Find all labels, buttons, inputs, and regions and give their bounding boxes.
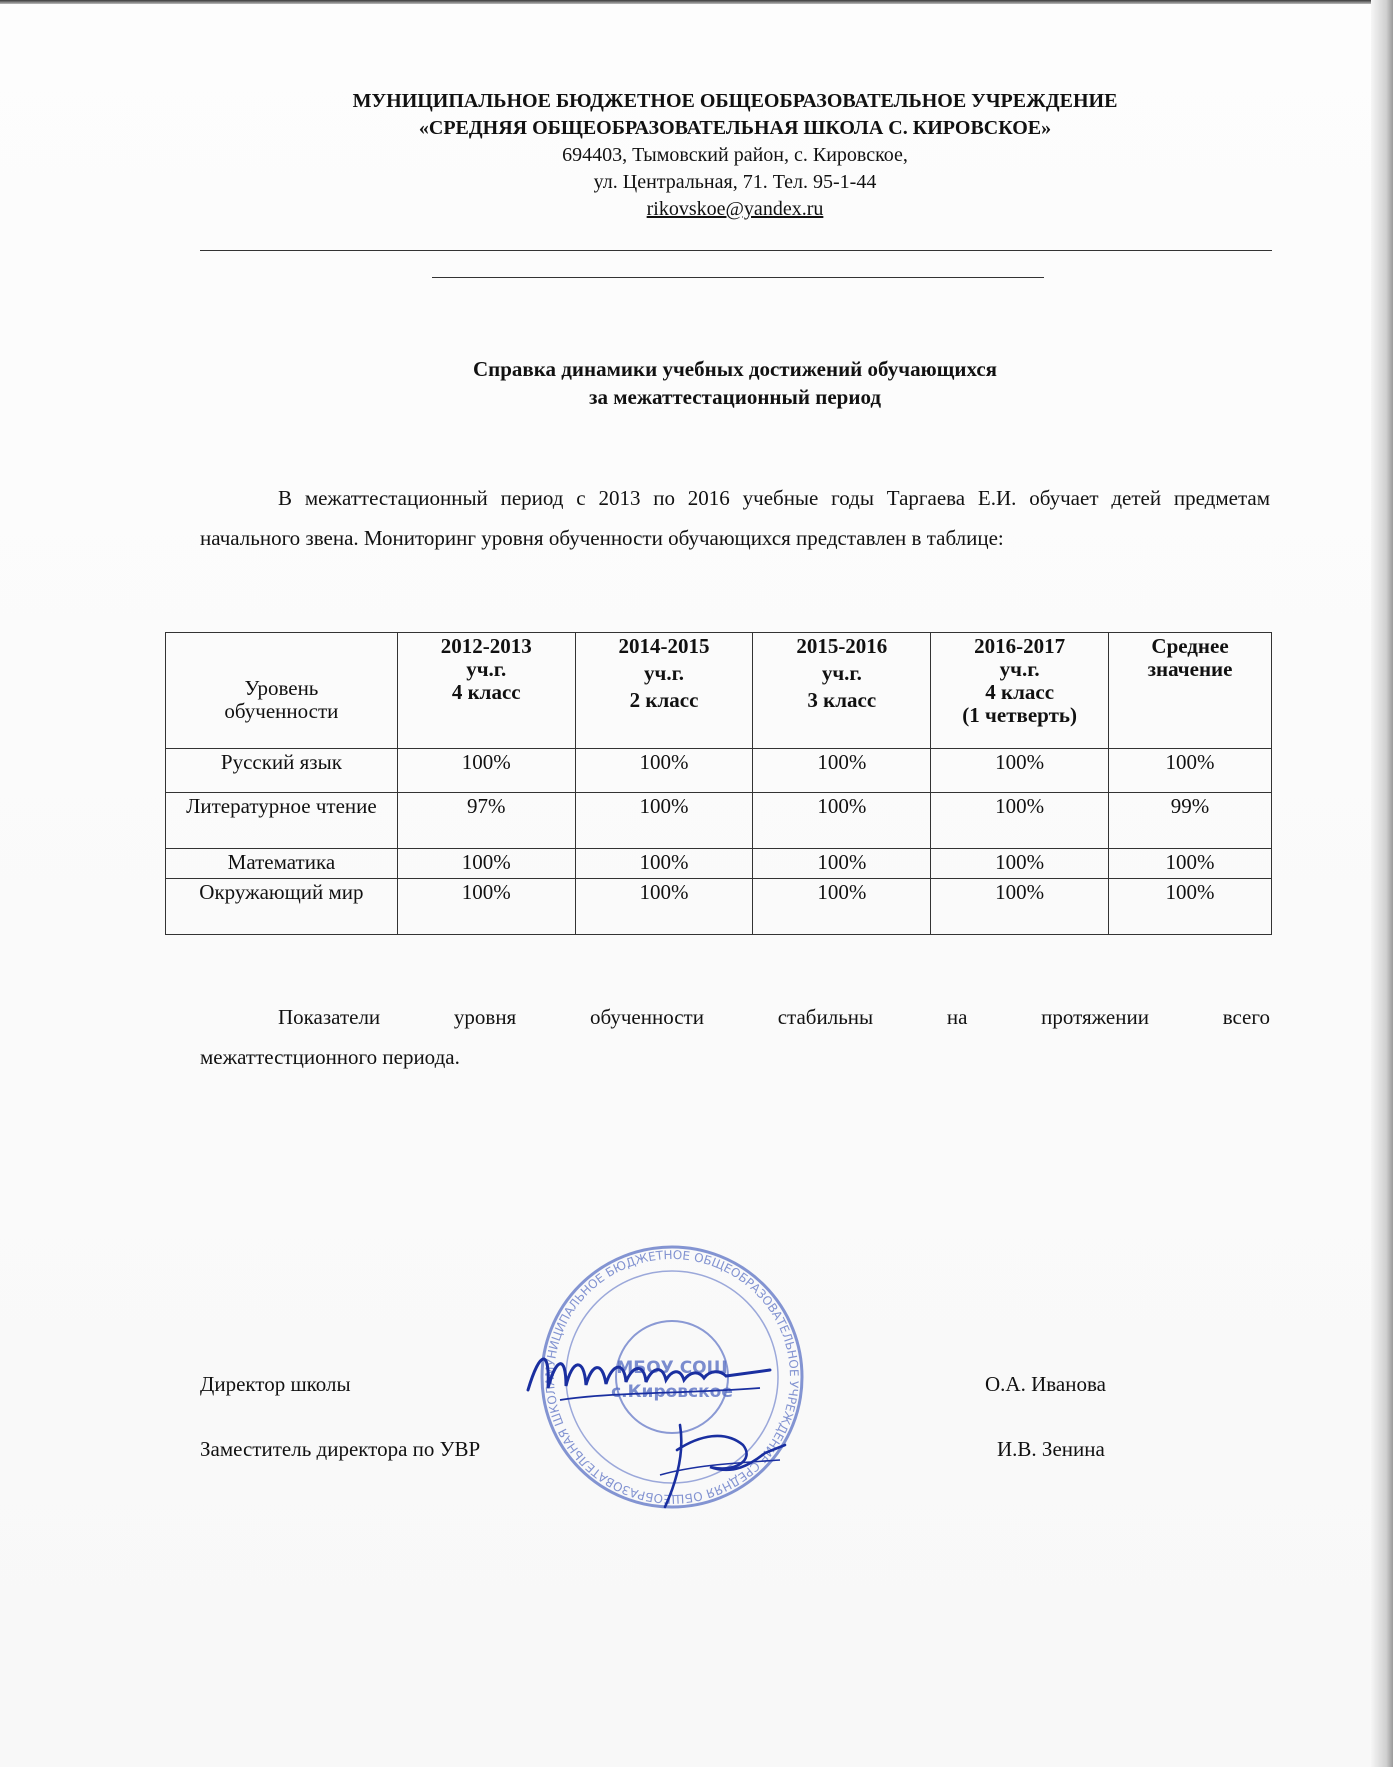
- value-cell: 100%: [931, 749, 1109, 793]
- header-2016-2017: 2016-2017 уч.г. 4 класс (1 четверть): [931, 633, 1109, 749]
- table-row: [166, 849, 1272, 879]
- value-cell: 100%: [931, 793, 1109, 849]
- conclusion-word: обученности: [589, 1005, 704, 1029]
- conclusion-paragraph: [200, 997, 1270, 1077]
- address-line1: 694403, Тымовский район, с. Кировское,: [562, 144, 908, 166]
- value-cell: 100%: [931, 879, 1109, 935]
- value-cell: 100%: [397, 849, 575, 879]
- director-signature: [520, 1330, 780, 1410]
- conclusion-word: протяжении: [1041, 1005, 1149, 1029]
- conclusion-word: на: [946, 1005, 968, 1029]
- org-name-line2: «СРЕДНЯЯ ОБЩЕОБРАЗОВАТЕЛЬНАЯ ШКОЛА С. КИРОВСКОЕ»: [418, 117, 1052, 139]
- document-title: [200, 355, 1270, 411]
- value-cell: 100%: [575, 793, 753, 849]
- value-cell: 100%: [931, 849, 1109, 879]
- value-cell: 100%: [753, 793, 931, 849]
- title-line2: за межаттестационный период: [589, 385, 881, 409]
- title-line1: Справка динамики учебных достижений обучающихся: [472, 357, 998, 381]
- deputy-signature: [655, 1415, 795, 1515]
- header-2014-2015: 2014-2015 уч.г. 2 класс: [575, 633, 753, 749]
- intro-text: В межаттестационный период с 2013 по 2016 учебные годы Таргаева Е.И. обучает детей предметам начального звена. Мониторинг уровня обученности обучающихся представлен в таблице:: [200, 486, 1270, 550]
- table-row: [166, 793, 1272, 849]
- conclusion-word: всего: [1222, 1005, 1270, 1029]
- value-cell: 100%: [397, 879, 575, 935]
- email-link[interactable]: rikovskoe@yandex.ru: [646, 198, 824, 220]
- scan-right-edge: [1371, 0, 1393, 1767]
- table-header-row: [166, 633, 1272, 749]
- value-cell: 100%: [575, 849, 753, 879]
- value-cell: 99%: [1109, 793, 1272, 849]
- header-2012-2013: 2012-2013 уч.г. 4 класс: [397, 633, 575, 749]
- header-level: Уровень обученности: [166, 633, 398, 749]
- conclusion-line2: межаттестционного периода.: [200, 1045, 460, 1069]
- conclusion-line1: [200, 997, 1270, 1037]
- stamp-outer-text: МУНИЦИПАЛЬНОЕ БЮДЖЕТНОЕ ОБЩЕОБРАЗОВАТЕЛЬНОЕ УЧРЕЖДЕНИЕ СРЕДНЯЯ ОБЩЕОБРАЗОВАТЕЛЬНАЯ ШКОЛА: [542, 1247, 802, 1507]
- director-label: Директор школы: [200, 1372, 351, 1396]
- address-line2: ул. Центральная, 71. Тел. 95-1-44: [593, 171, 877, 193]
- conclusion-word: уровня: [453, 1005, 517, 1029]
- header-average: Среднее значение: [1109, 633, 1272, 749]
- header-2015-2016: 2015-2016 уч.г. 3 класс: [753, 633, 931, 749]
- org-name-line1: МУНИЦИПАЛЬНОЕ БЮДЖЕТНОЕ ОБЩЕОБРАЗОВАТЕЛЬНОЕ УЧРЕЖДЕНИЕ: [352, 90, 1118, 112]
- value-cell: 100%: [753, 879, 931, 935]
- subject-cell: Окружающий мир: [166, 879, 398, 935]
- intro-paragraph: [200, 478, 1270, 558]
- value-cell: 100%: [397, 749, 575, 793]
- stamp-center-line1: МБОУ СОШ: [616, 1358, 728, 1378]
- scan-top-edge: [0, 0, 1393, 4]
- value-cell: 100%: [575, 749, 753, 793]
- header-divider-short: [432, 277, 1044, 278]
- table-row: [166, 749, 1272, 793]
- table-row: [166, 879, 1272, 935]
- header-divider-long: [200, 250, 1272, 251]
- value-cell: 97%: [397, 793, 575, 849]
- conclusion-word: стабильны: [777, 1005, 874, 1029]
- subject-cell: Литературное чтение: [166, 793, 398, 849]
- director-name: О.А. Иванова: [985, 1372, 1106, 1396]
- value-cell: 100%: [1109, 849, 1272, 879]
- value-cell: 100%: [1109, 879, 1272, 935]
- value-cell: 100%: [753, 749, 931, 793]
- stamp-center-line2: с.Кировское: [611, 1382, 733, 1402]
- value-cell: 100%: [1109, 749, 1272, 793]
- value-cell: 100%: [753, 849, 931, 879]
- conclusion-word: Показатели: [278, 1005, 381, 1029]
- subject-cell: Математика: [166, 849, 398, 879]
- letterhead: [200, 88, 1270, 223]
- subject-cell: Русский язык: [166, 749, 398, 793]
- value-cell: 100%: [575, 879, 753, 935]
- deputy-label: Заместитель директора по УВР: [200, 1437, 481, 1461]
- results-table: [165, 632, 1272, 935]
- deputy-name: И.В. Зенина: [997, 1437, 1105, 1461]
